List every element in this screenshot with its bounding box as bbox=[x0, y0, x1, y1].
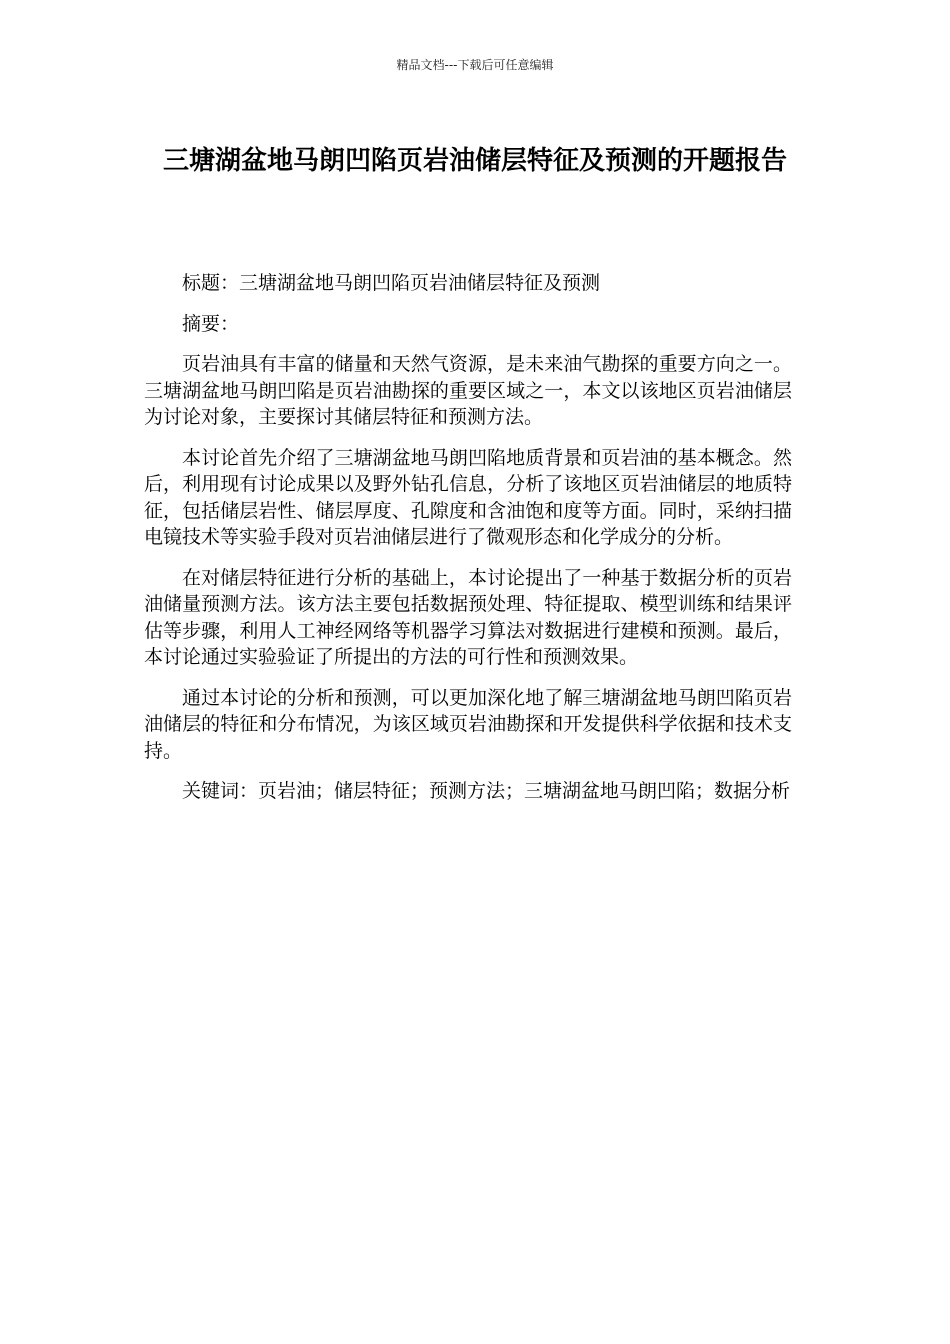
header-note: 精品文档---下载后可任意编辑 bbox=[396, 58, 554, 72]
paragraph-1: 页岩油具有丰富的储量和天然气资源，是未来油气勘探的重要方向之一。三塘湖盆地马朗凹陷是页岩油勘探的重要区域之一，本文以该地区页岩油储层为讨论对象，主要探讨其储层特征和预测方法。 bbox=[144, 353, 792, 428]
paragraph-2: 本讨论首先介绍了三塘湖盆地马朗凹陷地质背景和页岩油的基本概念。然后，利用现有讨论成果以及野外钻孔信息，分析了该地区页岩油储层的地质特征，包括储层岩性、储层厚度、孔隙度和含油饱和度等方面。同时，采纳扫描电镜技术等实验手段对页岩油储层进行了微观形态和化学成分的分析。 bbox=[144, 446, 792, 548]
paragraph-3: 在对储层特征进行分析的基础上，本讨论提出了一种基于数据分析的页岩油储量预测方法。该方法主要包括数据预处理、特征提取、模型训练和结果评估等步骤，利用人工神经网络等机器学习算法对数据进行建模和预测。最后，本讨论通过实验验证了所提出的方法的可行性和预测效果。 bbox=[144, 566, 792, 668]
subject-line: 标题：三塘湖盆地马朗凹陷页岩油储层特征及预测 bbox=[182, 272, 601, 294]
document-title: 三塘湖盆地马朗凹陷页岩油储层特征及预测的开题报告 bbox=[162, 146, 787, 176]
abstract-label: 摘要： bbox=[182, 312, 240, 335]
keywords: 关键词：页岩油；储层特征；预测方法；三塘湖盆地马朗凹陷；数据分析 bbox=[182, 780, 791, 802]
document-body bbox=[144, 270, 792, 819]
paragraph-4: 通过本讨论的分析和预测，可以更加深化地了解三塘湖盆地马朗凹陷页岩油储层的特征和分布情况，为该区域页岩油勘探和开发提供科学依据和技术支持。 bbox=[144, 686, 792, 762]
